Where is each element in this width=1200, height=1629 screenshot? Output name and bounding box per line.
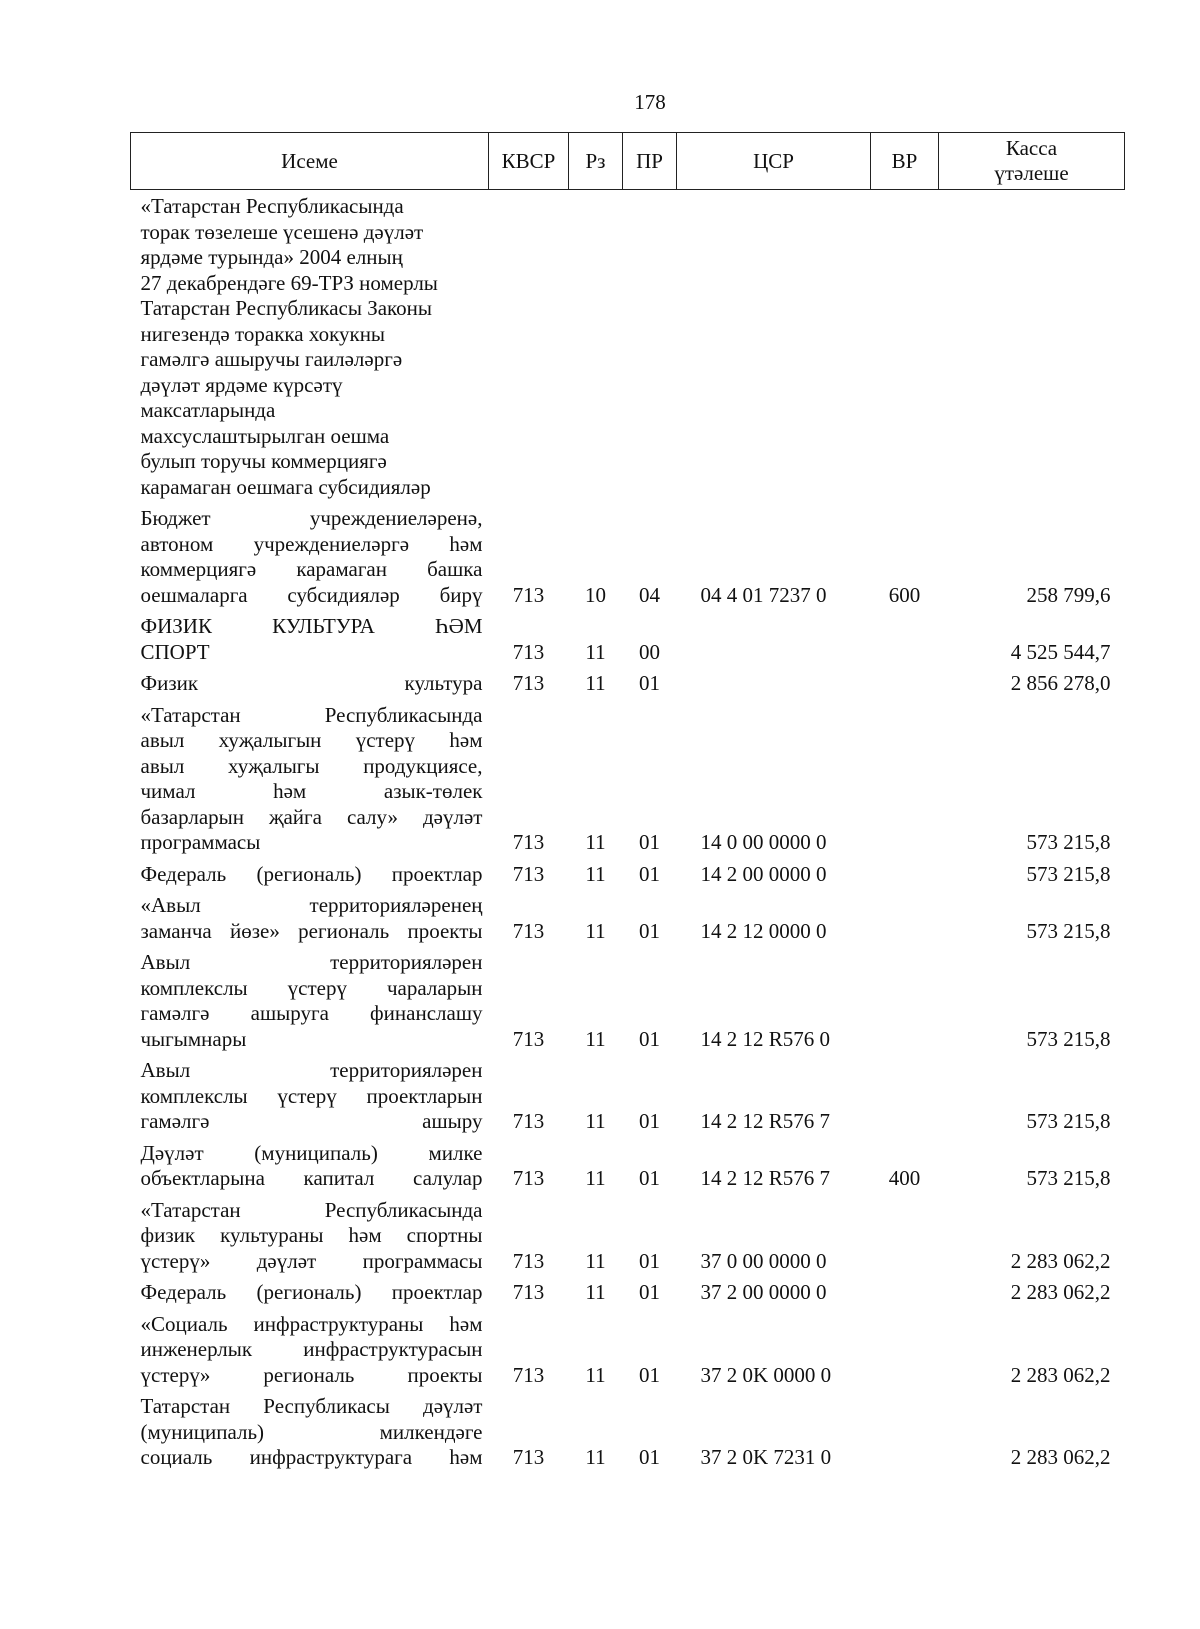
table-header <box>131 133 1125 190</box>
row-csr <box>677 667 871 699</box>
table-row <box>131 1194 1125 1277</box>
row-csr: 14 2 12 R576 7 <box>700 1109 831 1133</box>
row-name: Авыл территорияләрен комплекслы үстерү проектларын гамәлгә ашыру <box>140 1058 483 1133</box>
row-name: Татарстан Республикасы дәүләт (муниципаль) милкендәге социаль инфраструктурага һәм <box>140 1394 483 1469</box>
row-kvsr: 713 <box>512 918 545 943</box>
row-rz: 11 <box>585 1248 606 1273</box>
header-kassa: Касса үтәлеше <box>939 133 1125 190</box>
row-vr: 400 <box>888 1166 921 1190</box>
table-row <box>131 1390 1125 1473</box>
row-vr <box>871 190 939 503</box>
table-row <box>131 190 1125 503</box>
row-vr <box>871 858 939 890</box>
row-vr <box>871 1276 939 1308</box>
table-row <box>131 1308 1125 1391</box>
row-name: «Татарстан Республикасында торак төзелеше үсешенә дәүләт ярдәме турында» 2004 елның 27 декабрендәге 69-ТРЗ номерлы Татарстан Республикасы Законы нигезендә торакка хокукны гамәлгә ашыручы гаиләләргә дәүләт ярдәме күрсәтү максатларында махсуслаштырылган оешма булып торучы коммерциягә карамаган оешмага субсидияләр <box>140 194 438 499</box>
table-row <box>131 699 1125 858</box>
row-vr: 600 <box>888 582 921 607</box>
row-csr: 14 2 12 R576 7 <box>700 1166 831 1190</box>
row-rz: 11 <box>585 639 606 664</box>
row-kvsr: 713 <box>512 861 545 886</box>
row-vr <box>871 699 939 858</box>
row-csr: 14 2 00 0000 0 <box>700 861 827 886</box>
row-rz: 11 <box>585 918 606 943</box>
row-amount: 2 283 062,2 <box>1010 1248 1111 1273</box>
row-name: Федераль (региональ) проектлар <box>140 861 483 886</box>
row-kvsr: 713 <box>512 1109 545 1133</box>
row-pr: 00 <box>639 639 660 664</box>
header-pr: ПР <box>623 133 677 190</box>
row-name: «Социаль инфраструктураны һәм инженерлык инфраструктурасын үстерү» региональ проекты <box>140 1311 483 1387</box>
row-pr: 01 <box>639 1026 660 1051</box>
row-rz: 11 <box>585 1280 606 1304</box>
table-row <box>131 1276 1125 1308</box>
row-pr: 01 <box>639 1109 660 1133</box>
row-amount: 573 215,8 <box>1026 1166 1111 1190</box>
row-name: ФИЗИК КУЛЬТУРА ҺӘМ СПОРТ <box>140 614 483 664</box>
row-pr: 01 <box>639 830 660 854</box>
table-row <box>131 502 1125 610</box>
row-csr <box>677 610 871 667</box>
row-rz: 11 <box>585 1166 606 1190</box>
row-rz: 11 <box>585 1445 606 1469</box>
row-csr: 37 2 0K 7231 0 <box>700 1445 832 1469</box>
row-vr <box>871 889 939 946</box>
row-rz: 11 <box>585 1109 606 1133</box>
budget-table <box>130 132 1125 1473</box>
table-row <box>131 946 1125 1054</box>
row-amount: 573 215,8 <box>1026 1026 1111 1051</box>
row-rz: 11 <box>585 1362 606 1387</box>
row-kvsr: 713 <box>512 671 545 695</box>
row-kvsr: 713 <box>512 639 545 664</box>
row-vr <box>871 610 939 667</box>
row-amount: 573 215,8 <box>1026 1109 1111 1133</box>
row-pr: 01 <box>639 861 660 886</box>
row-vr <box>871 1054 939 1137</box>
row-amount: 4 525 544,7 <box>1010 639 1111 664</box>
header-row <box>131 133 1125 190</box>
row-amount: 573 215,8 <box>1026 918 1111 943</box>
row-rz: 11 <box>585 671 606 695</box>
row-vr <box>871 1194 939 1277</box>
row-kvsr: 713 <box>512 1362 545 1387</box>
header-vr: ВР <box>871 133 939 190</box>
row-amount: 573 215,8 <box>1026 830 1111 854</box>
row-amount: 258 799,6 <box>1026 582 1111 607</box>
row-rz: 11 <box>585 1026 606 1051</box>
header-name: Исеме <box>131 133 489 190</box>
row-pr: 01 <box>639 1248 660 1273</box>
row-kvsr <box>489 190 569 503</box>
row-kvsr: 713 <box>512 1248 545 1273</box>
row-name: Физик культура <box>140 671 483 695</box>
row-csr: 04 4 01 7237 0 <box>700 582 827 607</box>
row-csr <box>677 190 871 503</box>
row-name: «Татарстан Республикасында авыл хуҗалыгын үстерү һәм авыл хуҗалыгы продукциясе, чимал һәм азык-төлек базарларын җайга салу» дәүләт программасы <box>140 702 483 854</box>
row-kvsr: 713 <box>512 1026 545 1051</box>
row-kvsr: 713 <box>512 1166 545 1190</box>
row-kvsr: 713 <box>512 1280 545 1304</box>
row-csr: 37 2 00 0000 0 <box>700 1280 827 1304</box>
row-amount <box>939 190 1125 503</box>
row-pr: 01 <box>639 1445 660 1469</box>
table-row <box>131 858 1125 890</box>
table-row <box>131 667 1125 699</box>
row-vr <box>871 946 939 1054</box>
row-rz <box>569 190 623 503</box>
row-pr: 04 <box>639 582 660 607</box>
row-pr: 01 <box>639 1362 660 1387</box>
header-rz: Рз <box>569 133 623 190</box>
table-row <box>131 1137 1125 1194</box>
row-amount: 2 283 062,2 <box>1010 1445 1111 1469</box>
row-csr: 14 2 12 R576 0 <box>700 1026 831 1051</box>
row-name: Федераль (региональ) проектлар <box>140 1280 483 1304</box>
header-csr: ЦСР <box>677 133 871 190</box>
row-csr: 37 2 0K 0000 0 <box>700 1362 832 1387</box>
row-name: «Татарстан Республикасында физик культураны һәм спортны үстерү» дәүләт программасы <box>140 1197 483 1273</box>
row-name: «Авыл территорияләренең заманча йөзе» региональ проекты <box>140 893 483 943</box>
row-pr: 01 <box>639 671 660 695</box>
page-number: 178 <box>634 90 666 114</box>
row-kvsr: 713 <box>512 830 545 854</box>
row-pr: 01 <box>639 918 660 943</box>
row-rz: 11 <box>585 830 606 854</box>
row-rz: 11 <box>585 861 606 886</box>
row-rz: 10 <box>585 582 606 607</box>
row-name: Бюджет учреждениеләренә, автоном учреждениеләргә һәм коммерциягә карамаган башка оешмаларга субсидияләр бирү <box>140 506 483 607</box>
row-name: Дәүләт (муниципаль) милке объектларына капитал салулар <box>140 1140 483 1190</box>
row-amount: 2 283 062,2 <box>1010 1280 1111 1304</box>
table-row <box>131 889 1125 946</box>
table-body <box>131 190 1125 1473</box>
row-vr <box>871 1308 939 1391</box>
row-pr: 01 <box>639 1280 660 1304</box>
table-row <box>131 610 1125 667</box>
row-kvsr: 713 <box>512 1445 545 1469</box>
row-amount: 573 215,8 <box>1026 861 1111 886</box>
row-pr: 01 <box>639 1166 660 1190</box>
row-csr: 14 0 00 0000 0 <box>700 830 827 854</box>
row-vr <box>871 1390 939 1473</box>
row-csr: 14 2 12 0000 0 <box>700 918 827 943</box>
row-amount: 2 856 278,0 <box>1010 671 1111 695</box>
row-vr <box>871 667 939 699</box>
row-kvsr: 713 <box>512 582 545 607</box>
row-pr <box>623 190 677 503</box>
row-name: Авыл территорияләрен комплекслы үстерү чараларын гамәлгә ашыруга финанслашу чыгымнары <box>140 950 483 1051</box>
header-kvsr: КВСР <box>489 133 569 190</box>
row-csr: 37 0 00 0000 0 <box>700 1248 827 1273</box>
row-amount: 2 283 062,2 <box>1010 1362 1111 1387</box>
table-row <box>131 1054 1125 1137</box>
